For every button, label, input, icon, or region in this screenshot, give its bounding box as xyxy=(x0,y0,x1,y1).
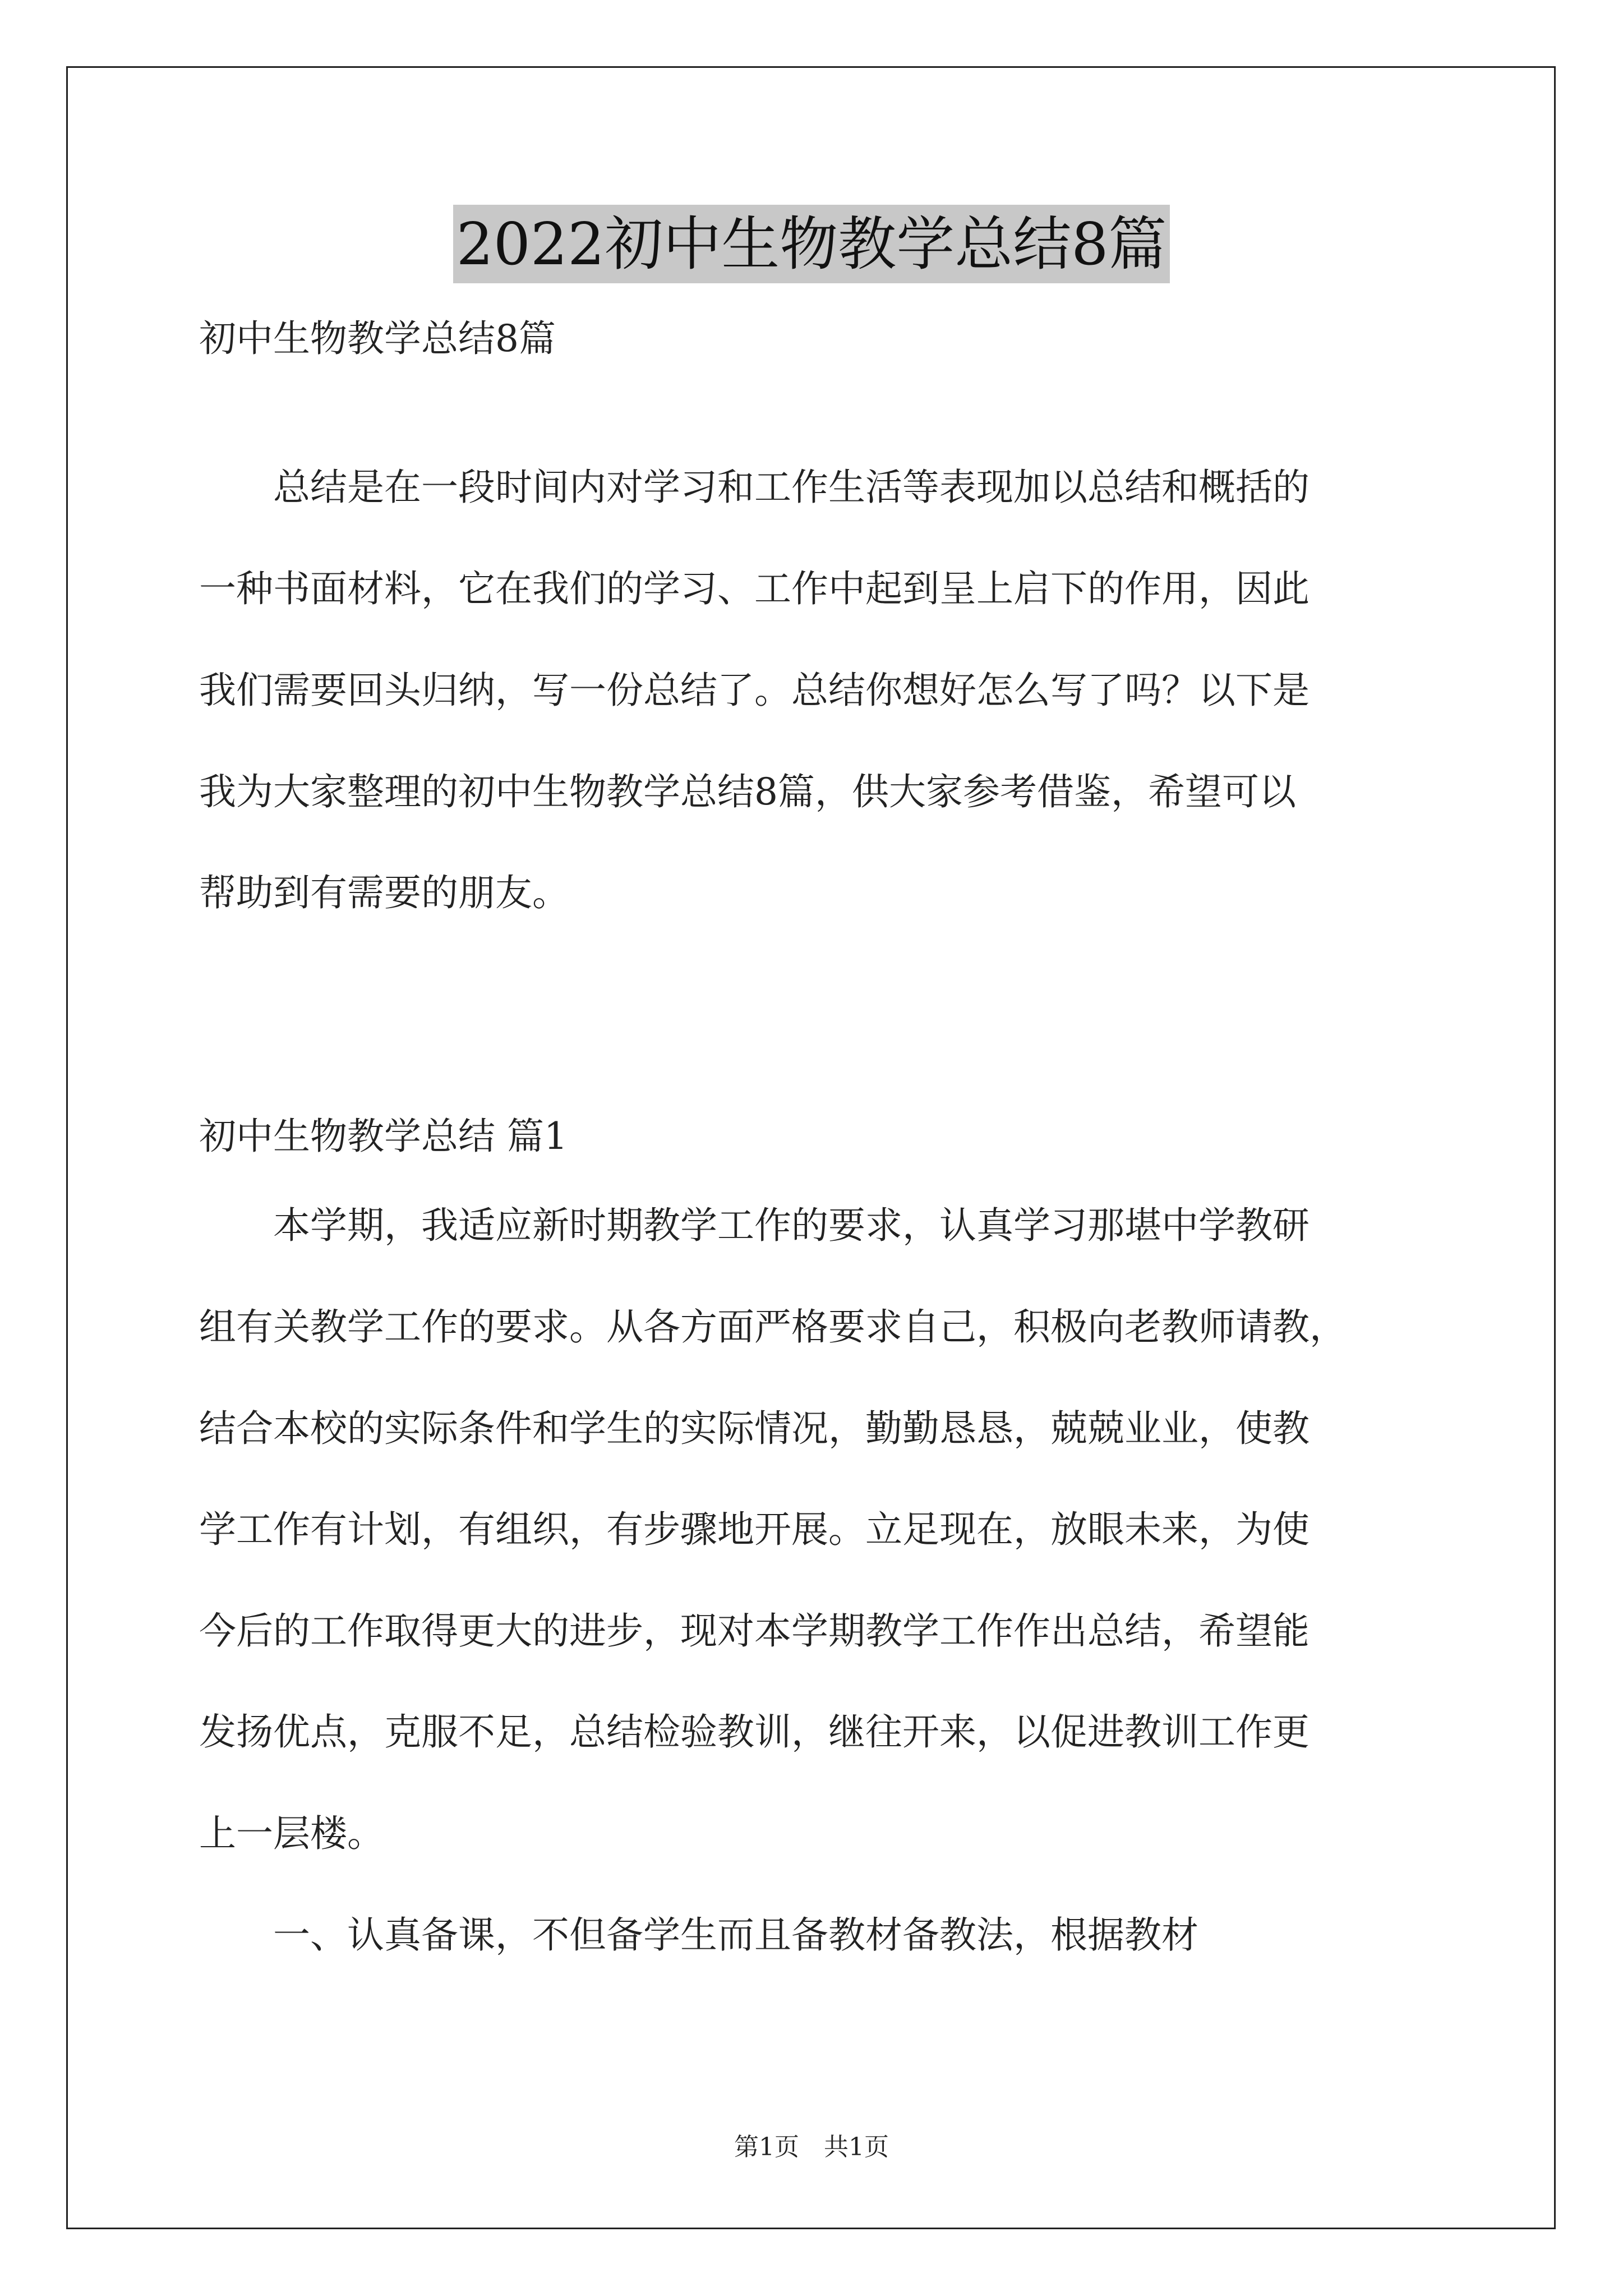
paragraph-line: 结合本校的实际条件和学生的实际情况，勤勤恳恳，兢兢业业，使教 xyxy=(199,1407,1310,1450)
paragraph-line: 组有关教学工作的要求。从各方面严格要求自己，积极向老教师请教， xyxy=(199,1305,1347,1349)
section-heading: 初中生物教学总结 篇1 xyxy=(199,1115,568,1158)
paragraph-line: 一、认真备课，不但备学生而且备教材备教法，根据教材 xyxy=(199,1913,1198,1957)
paragraph-line: 一种书面材料，它在我们的学习、工作中起到呈上启下的作用，因此 xyxy=(199,567,1310,610)
paragraph-line: 我为大家整理的初中生物教学总结8篇，供大家参考借鉴，希望可以 xyxy=(199,770,1296,813)
subtitle-line: 初中生物教学总结8篇 xyxy=(199,317,556,360)
paragraph-line: 上一层楼。 xyxy=(199,1812,384,1855)
document-title-text: 2022初中生物教学总结8篇 xyxy=(453,205,1170,283)
paragraph-line: 本学期，我适应新时期教学工作的要求，认真学习那堪中学教研 xyxy=(199,1204,1310,1247)
paragraph-line: 学工作有计划，有组织，有步骤地开展。立足现在，放眼未来，为使 xyxy=(199,1508,1310,1551)
page-footer: 第1页 共1页 xyxy=(734,2133,889,2161)
paragraph-line: 帮助到有需要的朋友。 xyxy=(199,871,569,914)
document-title xyxy=(0,205,1623,283)
paragraph-line: 我们需要回头归纳，写一份总结了。总结你想好怎么写了吗？以下是 xyxy=(199,669,1310,712)
paragraph-line: 今后的工作取得更大的进步，现对本学期教学工作作出总结，希望能 xyxy=(199,1609,1310,1653)
paragraph-line: 总结是在一段时间内对学习和工作生活等表现加以总结和概括的 xyxy=(199,466,1310,509)
paragraph-line: 发扬优点，克服不足，总结检验教训，继往开来，以促进教训工作更 xyxy=(199,1710,1310,1754)
